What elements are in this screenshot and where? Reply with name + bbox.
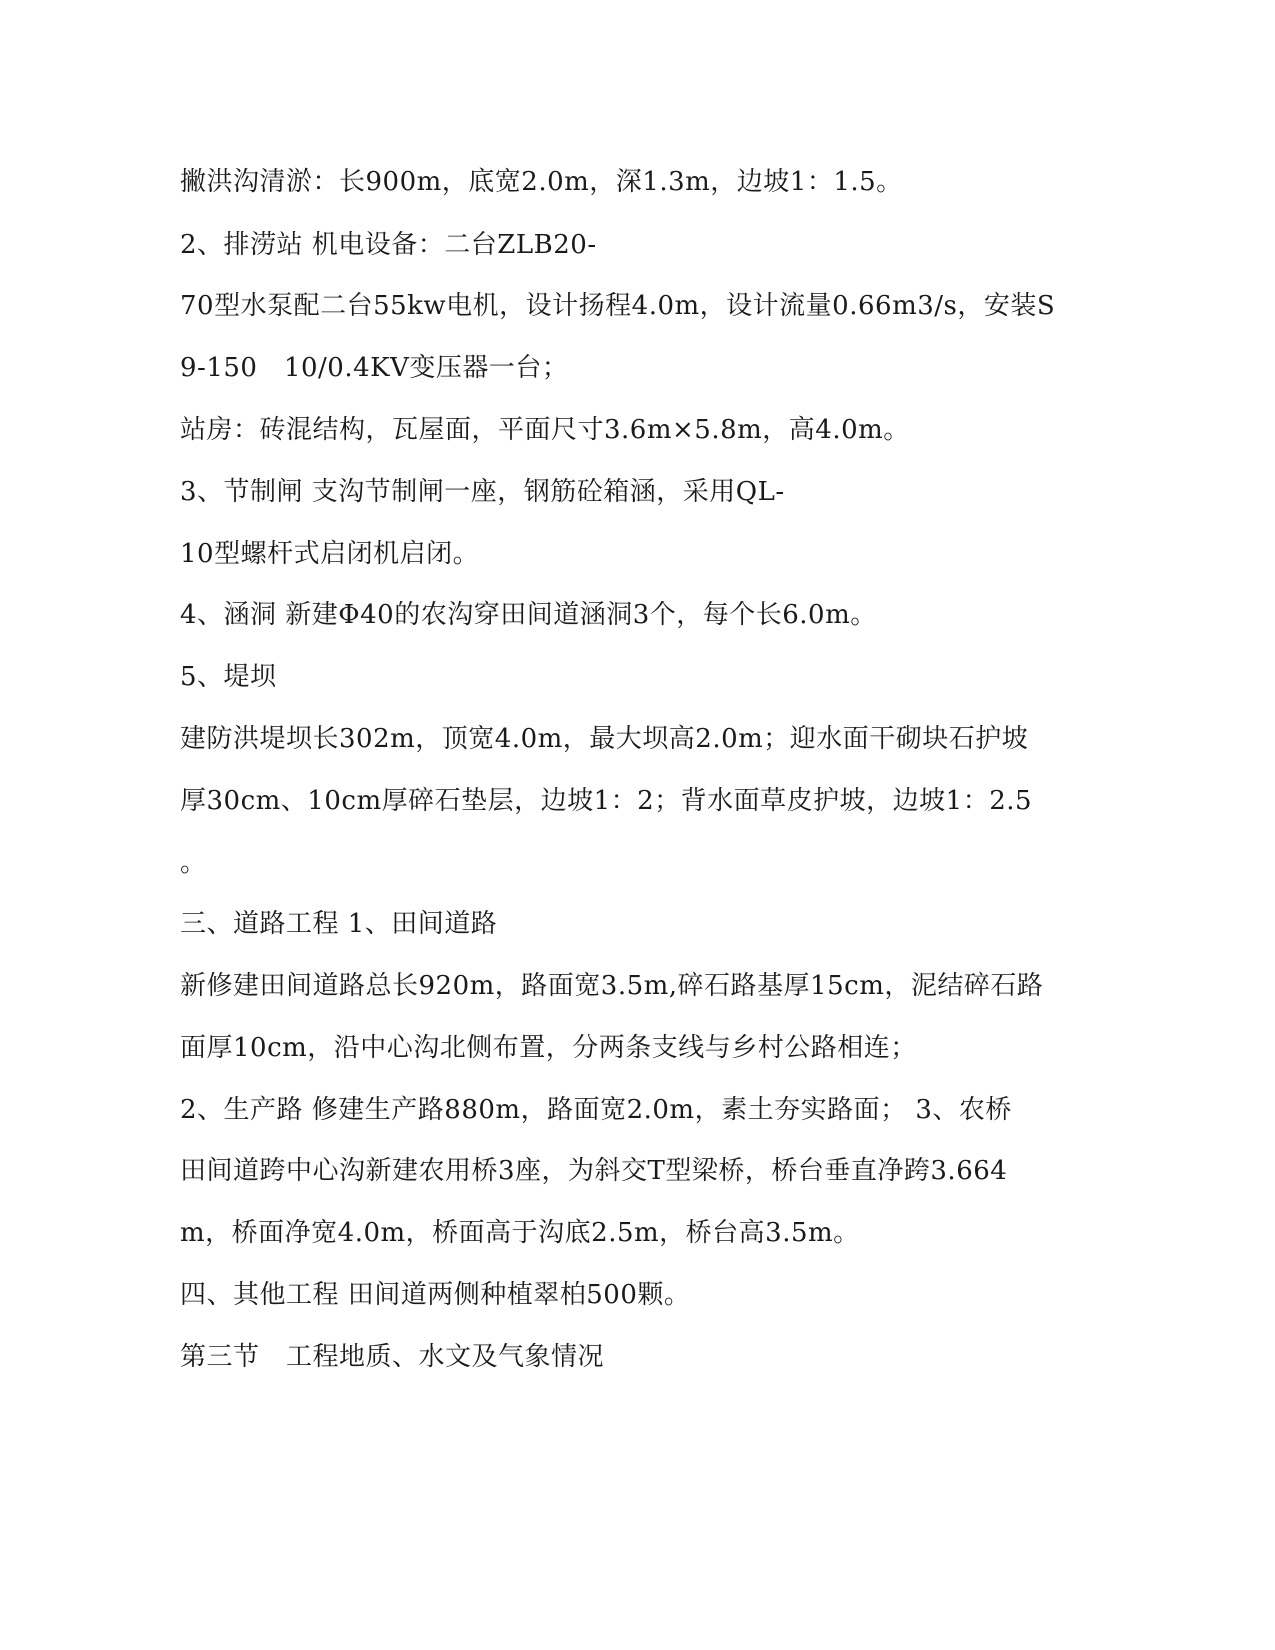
text-line: 4、涵洞 新建Φ40的农沟穿田间道涵洞3个，每个长6.0m。 [180, 600, 877, 630]
text-line: 。 [180, 848, 207, 878]
chapter-heading: 第三节 工程地质、水文及气象情况 [180, 1342, 605, 1372]
text-line: 2、生产路 修建生产路880m，路面宽2.0m，素土夯实路面； 3、农桥 [180, 1095, 1012, 1125]
text-line: 9-150 10/0.4KV变压器一台； [180, 353, 569, 383]
text-line: 面厚10cm，沿中心沟北侧布置，分两条支线与乡村公路相连； [180, 1033, 917, 1063]
text-line: 10型螺杆式启闭机启闭。 [180, 539, 480, 569]
text-line: 建防洪堤坝长302m，顶宽4.0m，最大坝高2.0m；迎水面干砌块石护坡 [180, 724, 1029, 754]
text-line: 3、节制闸 支沟节制闸一座，钢筋砼箱涵，采用QL- [180, 477, 785, 507]
text-line: 撇洪沟清淤：长900m，底宽2.0m，深1.3m，边坡1：1.5。 [180, 167, 903, 197]
text-line: m，桥面净宽4.0m，桥面高于沟底2.5m，桥台高3.5m。 [180, 1218, 860, 1248]
text-line: 厚30cm、10cm厚碎石垫层，边坡1：2；背水面草皮护坡，边坡1：2.5 [180, 786, 1033, 816]
section-heading: 5、堤坝 [180, 662, 277, 692]
text-line: 70型水泵配二台55kw电机，设计扬程4.0m，设计流量0.66m3/s，安装S [180, 291, 1056, 321]
text-line: 田间道跨中心沟新建农用桥3座，为斜交T型梁桥，桥台垂直净跨3.664 [180, 1156, 1008, 1186]
section-heading: 三、道路工程 1、田间道路 [180, 909, 498, 939]
text-line: 新修建田间道路总长920m，路面宽3.5m,碎石路基厚15cm，泥结碎石路 [180, 971, 1044, 1001]
section-heading: 四、其他工程 田间道两侧种植翠柏500颗。 [180, 1280, 691, 1310]
text-line: 2、排涝站 机电设备：二台ZLB20- [180, 230, 597, 260]
text-line: 站房：砖混结构，瓦屋面，平面尺寸3.6m×5.8m，高4.0m。 [180, 415, 910, 445]
